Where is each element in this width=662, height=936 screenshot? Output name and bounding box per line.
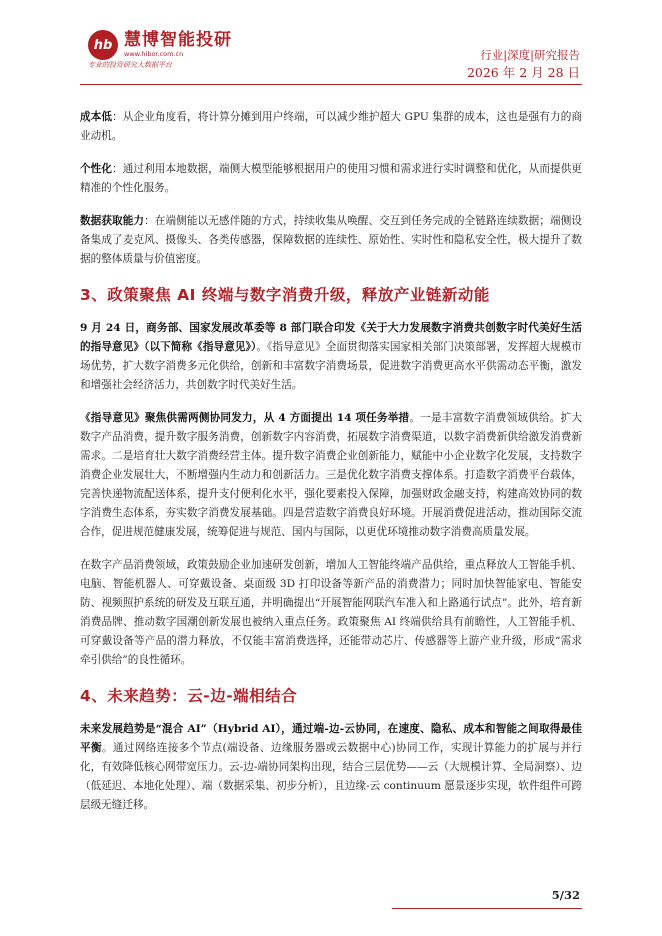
header-divider [80, 84, 582, 85]
paragraph-text: ：从企业角度看，将计算分摊到用户终端，可以减少维护超大 GPU 集群的成本，这也是强有力的商业动机。 [80, 111, 582, 142]
paragraph-text: 。一是丰富数字消费领域供给。扩大数字产品消费，提升数字服务消费，创新数字内容消费，拓展数字消费渠道，以数字消费新供给激发消费新需求。二是培育壮大数字消费经营主体。提升数字消费企业创新能力，赋能中小企业数字化发展，支持数字消费企业发展壮大，不断增强内生动力和创新活力。三是优化数字消费支撑体系。打造数字消费平台载体，完善快递物流配送体系，提升支付便利化水平，强化要素投入保障，加强财政金融支持，构建高效协同的数字消费生态体系，夯实数字消费发展基础。四是营造数字消费良好环境。开展消费促进活动，推动国际交流合作，促进规范健康发展，统筹促进与规范、国内与国际，以更优环境推动数字消费高质量发展。 [80, 412, 583, 538]
paragraph-policy-tasks [80, 409, 582, 542]
report-type: 行业|深度|研究报告 [480, 48, 580, 62]
paragraph-personalization [80, 160, 582, 198]
logo-url: www.hibor.com.cn [124, 50, 184, 58]
page-number: 5/32 [551, 888, 580, 902]
paragraph-hybrid-ai [80, 720, 582, 815]
logo-mark-icon: hb [88, 30, 118, 60]
section-heading-3: 3、政策聚焦 AI 终端与数字消费升级，释放产业链新动能 [80, 286, 490, 304]
logo-slogan: 专业的投资研究大数据平台 [88, 61, 172, 69]
footer-divider [392, 908, 582, 909]
logo-name: 慧博智能投研 [124, 30, 232, 50]
paragraph-lead: 未来发展趋势是“混合 AI”（Hybrid AI），通过端-边-云协同，在速度、隐私、成本和智能之间取得最佳平衡 [80, 723, 582, 754]
paragraph-digital-products [80, 556, 582, 670]
paragraph-data-acquisition [80, 212, 582, 269]
paragraph-policy-release [80, 319, 582, 395]
paragraph-lead: 《指导意见》聚焦供需两侧协同发力，从 4 方面提出 14 项任务举措 [80, 412, 410, 424]
hibor-logo[interactable] [88, 30, 232, 70]
report-date: 2026 年 2 月 28 日 [466, 65, 580, 80]
header-meta [467, 47, 580, 81]
paragraph-lead: 个性化 [80, 163, 113, 175]
paragraph-text: 。通过网络连接多个节点(端设备、边缘服务器或云数据中心)协同工作，实现计算能力的扩展与并行化，有效降低核心网带宽压力。云-边-端协同架构出现，结合三层优势——云（大规模计算、全局洞察）、边（低延迟、本地化处理）、端（数据采集、初步分析），且边缘-云 continuum 愿景逐步实现，软件组件可跨层级无缝迁移。 [80, 742, 583, 811]
paragraph-text: 在数字产品消费领域，政策鼓励企业加速研发创新，增加人工智能终端产品供给，重点释放人工智能手机、电脑、智能机器人、可穿戴设备、桌面级 3D 打印设备等新产品的消费潜力；同时加快智能家电、智能安防、视频照护系统的研发及互联互通，并明确提出“开展智能网联汽车准入和上路通行试点”。此外，培育新消费品牌、推动数字国潮创新发展也被纳入重点任务。政策聚焦 AI 终端供给具有前瞻性，人工智能手机、可穿戴设备等产品的潜力释放，不仅能丰富消费选择，还能带动芯片、传感器等上游产业升级，形成“需求牵引供给”的良性循环。 [80, 559, 582, 666]
paragraph-cost [80, 108, 582, 146]
section-heading-4: 4、未来趋势：云-边-端相结合 [80, 687, 298, 705]
paragraph-text: ：通过利用本地数据，端侧大模型能够根据用户的使用习惯和需求进行实时调整和优化，从而提供更精准的个性化服务。 [80, 163, 583, 194]
paragraph-text: ：在端侧能以无感伴随的方式，持续收集从唤醒、交互到任务完成的全链路连续数据；端侧设备集成了麦克风、摄像头、各类传感器，保障数据的连续性、原始性、实时性和隐私安全性，极大提升了数据的整体质量与价值密度。 [80, 215, 583, 265]
paragraph-lead: 数据获取能力 [80, 215, 145, 227]
report-body [80, 108, 582, 829]
paragraph-lead: 成本低 [80, 111, 113, 123]
paragraph-text: 。《指导意见》全面贯彻落实国家相关部门决策部署，发挥超大规模市场优势，扩大数字消费多元化供给，创新和丰富数字消费场景，促进数字消费更高水平供需动态平衡，激发和增强社会经济活力，共创数字时代美好生活。 [80, 341, 582, 391]
paragraph-lead: 9 月 24 日，商务部、国家发展改革委等 8 部门联合印发《关于大力发展数字消费共创数字时代美好生活的指导意见》（以下简称《指导意见》） [80, 322, 582, 353]
